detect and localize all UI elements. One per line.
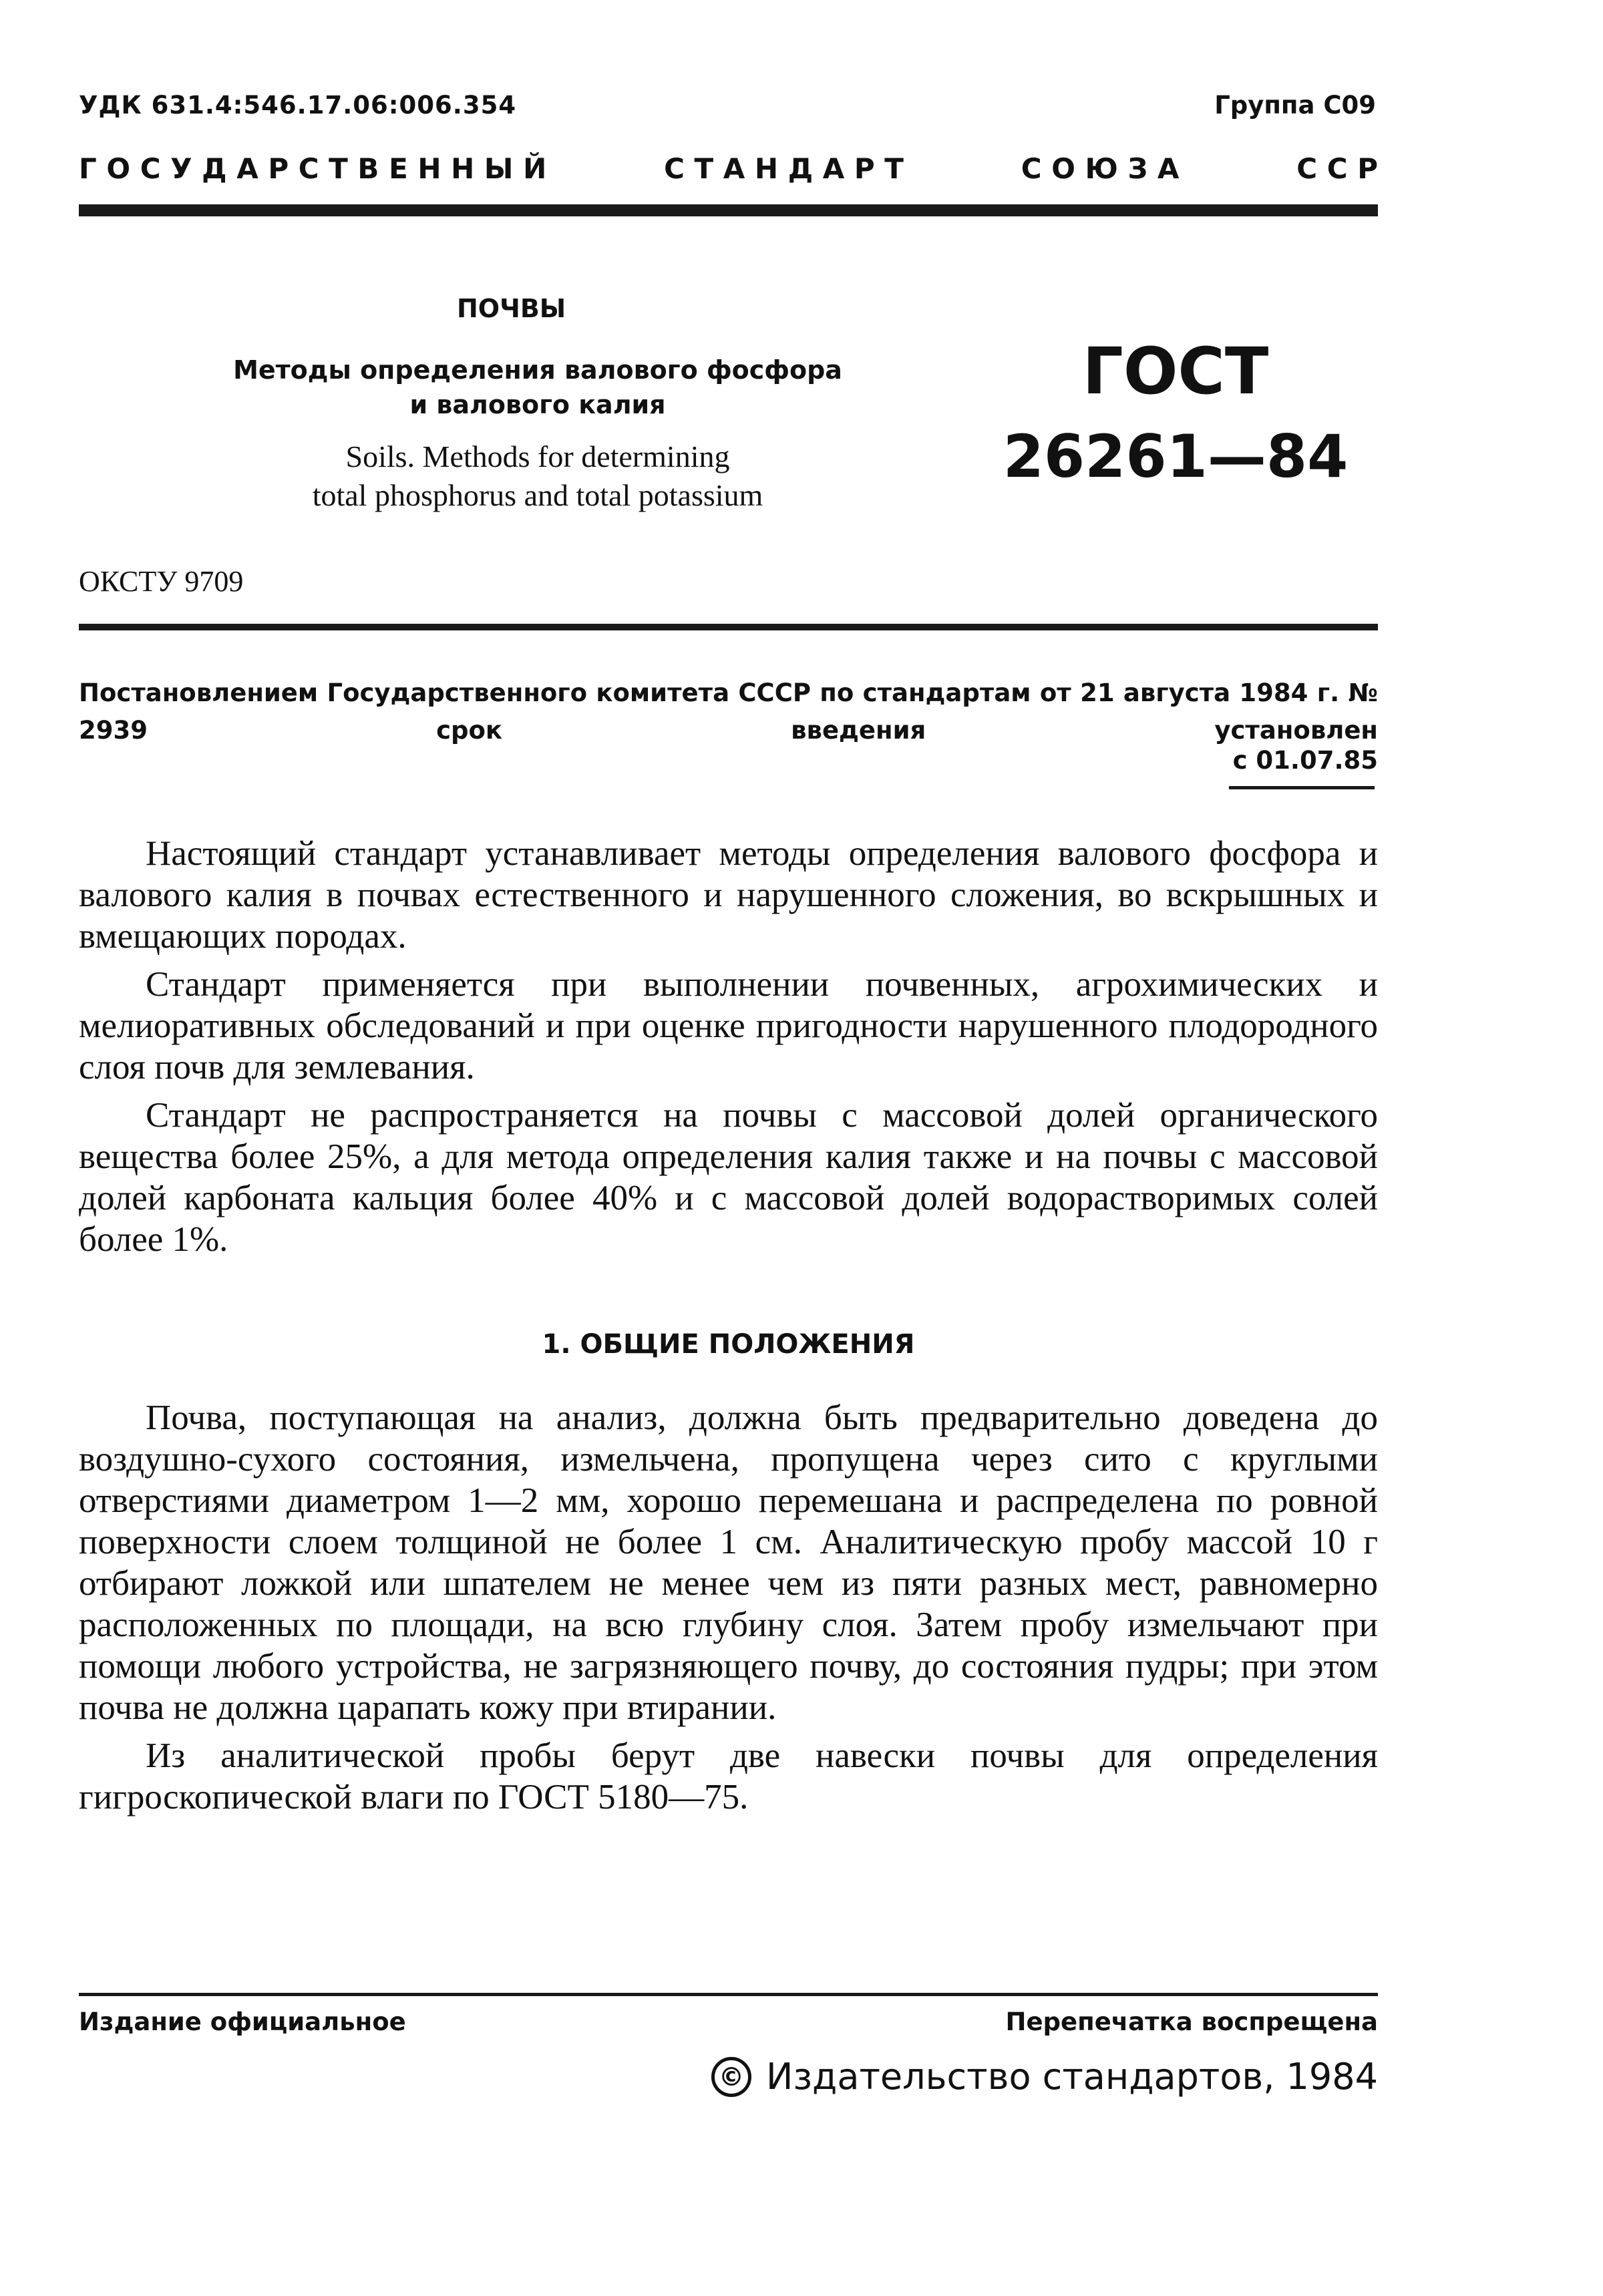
- intro-section: [79, 833, 1378, 1267]
- state-title-word-3: С О Ю З А: [1021, 152, 1180, 185]
- standard-title-en: [194, 437, 882, 515]
- publisher-line: [711, 2056, 1378, 2098]
- state-title-word-4: С С Р: [1296, 152, 1378, 185]
- header-thick-rule: [79, 204, 1378, 216]
- edition-note: Издание официальное: [79, 2007, 406, 2036]
- okstu-code: ОКСТУ 9709: [79, 565, 244, 598]
- standard-title-ru: [194, 353, 882, 422]
- intro-paragraph: Стандарт применяется при выполнении почвенных, агрохимических и мелиоративных обследований и при оценке пригодности нарушенного плодородного слоя почв для землевания.: [79, 965, 1378, 1087]
- group-code: Группа С09: [1214, 91, 1376, 120]
- state-title-word-2: С Т А Н Д А Р Т: [664, 152, 904, 185]
- effective-date: с 01.07.85: [1232, 746, 1378, 775]
- title-ru-line-2: и валового калия: [409, 390, 666, 419]
- subject-title: ПОЧВЫ: [457, 294, 566, 323]
- section-heading: 1. ОБЩИЕ ПОЛОЖЕНИЯ: [542, 1329, 915, 1360]
- title-en-line-2: total phosphorus and total potassium: [312, 478, 763, 512]
- intro-paragraph: Стандарт не распространяется на почвы с массовой долей органического вещества более 25%, а для метода определения калия также и на почвы с массовой долей карбоната кальция более 40% и с массовой долей водорастворимых солей более 1%.: [79, 1096, 1378, 1259]
- decree-text: Постановлением Государственного комитета СССР по стандартам от 21 августа 1984 г. № 2939 срок введения установлен: [79, 679, 1378, 745]
- state-title-word-1: Г О С У Д А Р С Т В Е Н Н Ы Й: [79, 152, 547, 185]
- intro-paragraph: Настоящий стандарт устанавливает методы определения валового фосфора и валового калия в почвах естественного и нарушенного сложения, во вскрышных и вмещающих породах.: [79, 834, 1378, 956]
- gost-label: ГОСТ: [1082, 334, 1269, 409]
- section-paragraph: Из аналитической пробы берут две навески почвы для определения гигроскопической влаги по ГОСТ 5180—75.: [79, 1736, 1378, 1816]
- section-body: [79, 1397, 1378, 1825]
- title-en-line-1: Soils. Methods for determining: [345, 439, 730, 473]
- effective-date-underline: [1229, 786, 1375, 789]
- footer-rule: [79, 1993, 1378, 1996]
- title-divider-rule: [79, 624, 1378, 630]
- title-ru-line-1: Методы определения валового фосфора: [233, 355, 842, 385]
- publisher-text: Издательство стандартов, 1984: [765, 2056, 1378, 2098]
- udk-code: УДК 631.4:546.17.06:006.354: [79, 91, 517, 120]
- state-standard-title: [79, 152, 1378, 185]
- gost-number: 26261—84: [1003, 422, 1349, 491]
- reprint-note: Перепечатка воспрещена: [1005, 2007, 1378, 2036]
- copyright-icon: ©: [711, 2057, 751, 2097]
- section-paragraph: Почва, поступающая на анализ, должна быть предварительно доведена до воздушно-сухого состояния, измельчена, пропущена через сито с круглыми отверстиями диаметром 1—2 мм, хорошо перемешана и распределена по ровной поверхности слоем толщиной не более 1 см. Аналитическую пробу массой 10 г отбирают ложкой или шпателем не менее чем из пяти разных мест, равномерно расположенных по площади, на всю глубину слоя. Затем пробу измельчают при помощи любого устройства, не загрязняющего почву, до состояния пудры; при этом почва не должна царапать кожу при втирании.: [79, 1398, 1378, 1727]
